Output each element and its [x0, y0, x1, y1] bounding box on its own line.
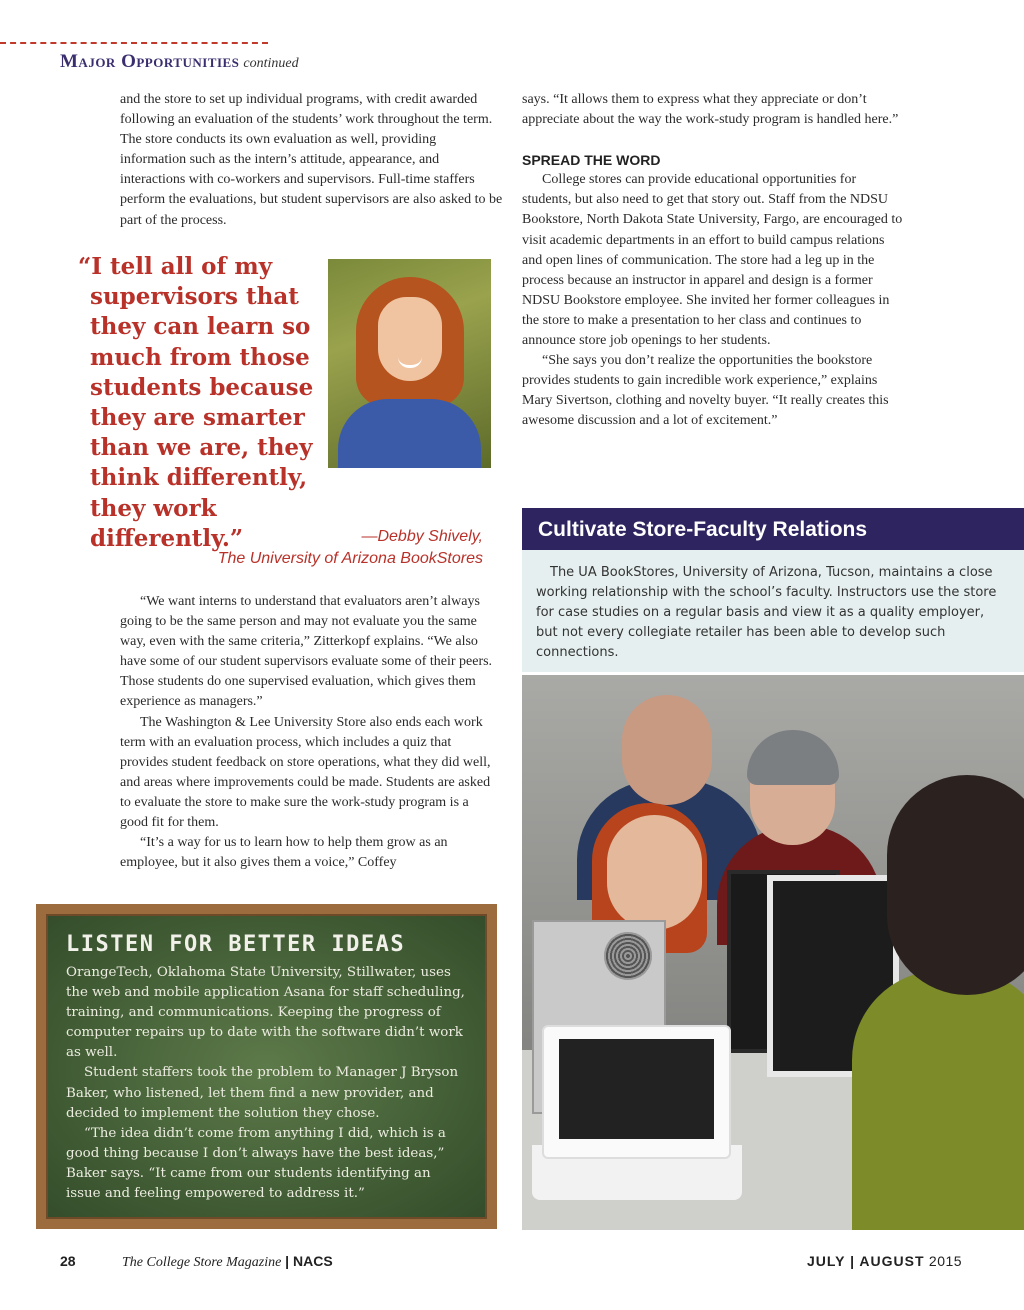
body-paragraph: “She says you don’t realize the opportunities the bookstore provides students to gain incredible work experience,” explains Mary Sivertson, clothing and novelty buyer. “It really creates this awesome discussion and a lot of excitement.”: [522, 353, 889, 429]
chalkboard-paragraph: “The idea didn’t come from anything I did, which is a good thing because I don’t always have the best ideas,” Baker says. “It came from our students identifying an issue and feeling empowered to address it.”: [66, 1125, 446, 1202]
pull-quote-text: “I tell all of my supervisors that they can learn so much from those students because they are smarter than we are, they think differently, they work differently.”: [78, 253, 314, 552]
column-2: [522, 90, 907, 432]
header-rule: [0, 42, 268, 44]
issue-year: 2015: [924, 1253, 963, 1269]
column-1-top: [120, 90, 505, 231]
chalkboard-paragraph: OrangeTech, Oklahoma State University, Stillwater, uses the web and mobile application Asana for staff scheduling, training, and communications. Keeping the progress of computer repairs up to date with the software didn’t work as well.: [66, 965, 465, 1061]
body-paragraph: The Washington & Lee University Store also ends each work term with an evaluation process, which includes a quiz that provides student feedback on store operations, what they did well, and areas where improvements could be made. Students are asked to evaluate the store to make sure the work-study program is a good fit for them.: [120, 714, 491, 831]
body-paragraph: College stores can provide educational opportunities for students, but also need to get that story out. Staff from the NDSU Bookstore, North Dakota State University, Fargo, are encouraged to visit academic departments in an effort to build campus relations and open lines of communication. The store had a leg up in the process because an instructor in apparel and design is a former NDSU Bookstore employee. She invited her former colleagues in the store to make a presentation to her class and continues to announce store job openings to her students.: [522, 172, 903, 349]
magazine-title: The College Store Magazine: [122, 1255, 282, 1270]
sidebar-text: The UA BookStores, University of Arizona, Tucson, maintains a close working relationship with the school’s faculty. Instructors use the store for case studies on a regular basis and view it as a quality employer, but not every collegiate retailer has been able to develop such connections.: [536, 565, 997, 661]
magazine-name: [122, 1253, 333, 1271]
footer-separator: |: [281, 1253, 293, 1269]
pull-quote-attribution: [150, 526, 483, 570]
body-paragraph: and the store to set up individual programs, with credit awarded following an evaluation of the students’ work throughout the term. The store conducts its own evaluation as well, providing information such as the intern’s attitude, appearance, and interactions with co-workers and supervisors. Full-time staffers perform the evaluations, but student supervisors are also asked to be part of the process.: [120, 92, 503, 228]
pull-quote: [78, 252, 338, 554]
sidebar-body: [522, 550, 1024, 672]
attribution-org: The University of Arizona BookStores: [217, 550, 483, 567]
chalkboard-sidebar: [36, 904, 497, 1229]
body-paragraph: says. “It allows them to express what they appreciate or don’t appreciate about the way the work-study program is handled here.”: [522, 92, 899, 128]
subhead-spread-the-word: SPREAD THE WORD: [522, 152, 661, 169]
attribution-name: —Debby Shively,: [361, 528, 483, 545]
chalkboard-paragraph: Student staffers took the problem to Manager J Bryson Baker, who listened, let them find a new provider, and decided to implement the solution they chose.: [66, 1065, 459, 1121]
body-paragraph: “It’s a way for us to learn how to help them grow as an employee, but it also gives them a voice,” Coffey: [120, 835, 448, 871]
column-1-bottom: [120, 592, 495, 873]
sidebar-title: Cultivate Store-Faculty Relations: [522, 508, 1024, 550]
students-computer-photo: [522, 675, 1024, 1230]
section-title: [60, 51, 299, 73]
issue-date: [807, 1253, 962, 1269]
body-paragraph: “We want interns to understand that evaluators aren’t always going to be the same person and may not evaluate you the same way, even with the same criteria,” Zitterkopf explains. “We also have some of our student supervisors evaluate some of their peers. Those students do one supervised evaluation, which gives them experience as managers.”: [120, 594, 493, 710]
portrait-photo: [328, 259, 491, 468]
org-name: NACS: [293, 1253, 333, 1269]
issue-months: JULY | AUGUST: [807, 1253, 925, 1269]
continued-label: continued: [243, 56, 299, 71]
page-number: 28: [60, 1253, 76, 1269]
chalkboard-title: LISTEN FOR BETTER IDEAS: [66, 932, 406, 957]
section-title-text: Major Opportunities: [60, 51, 240, 72]
